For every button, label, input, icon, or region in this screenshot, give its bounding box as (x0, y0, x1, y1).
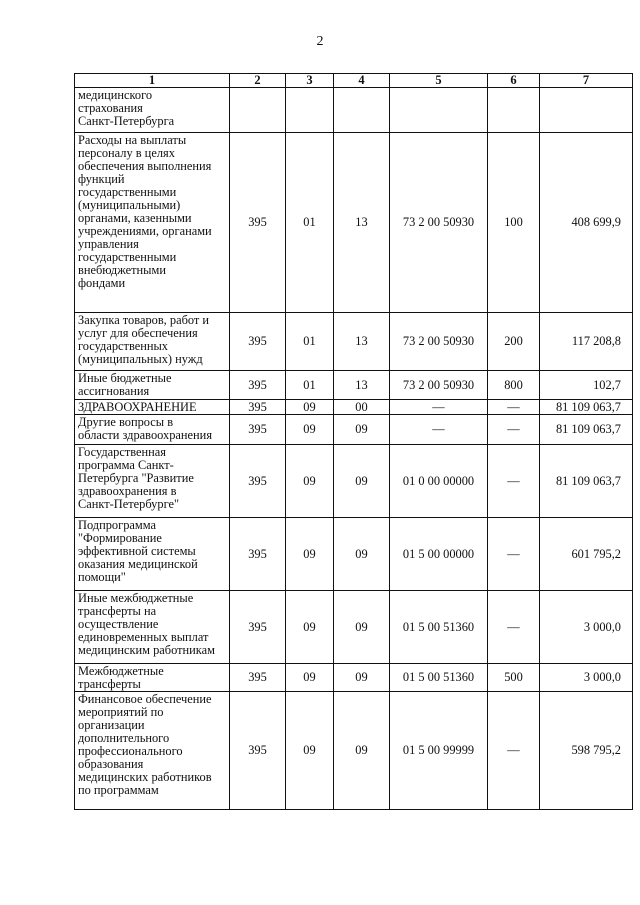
cell-sum: 102,7 (540, 371, 633, 400)
table-row (75, 518, 633, 591)
cell-vr: — (488, 445, 540, 518)
cell-name: Другие вопросы в области здравоохранения (75, 415, 230, 445)
cell-pr: 09 (334, 415, 390, 445)
cell-pr: 13 (334, 313, 390, 371)
cell-sum: 117 208,8 (540, 313, 633, 371)
cell-ved: 395 (230, 518, 286, 591)
header-col-6: 6 (488, 74, 540, 88)
cell-csr (390, 88, 488, 133)
cell-ved: 395 (230, 400, 286, 415)
cell-csr: 01 5 00 99999 (390, 692, 488, 810)
cell-rz: 09 (286, 518, 334, 591)
cell-vr: — (488, 591, 540, 664)
cell-name: ЗДРАВООХРАНЕНИЕ (75, 400, 230, 415)
cell-csr: 01 0 00 00000 (390, 445, 488, 518)
cell-pr: 09 (334, 692, 390, 810)
cell-vr (488, 88, 540, 133)
cell-sum: 81 109 063,7 (540, 445, 633, 518)
cell-name: Расходы на выплаты персоналу в целях обеспечения выполнения функций государственными (муниципальными) органами, казенными учреждениями, органами управления государственными внебюджетными фондами (75, 133, 230, 313)
cell-vr: 800 (488, 371, 540, 400)
table-row (75, 692, 633, 810)
cell-rz: 09 (286, 692, 334, 810)
cell-vr: — (488, 415, 540, 445)
table-row (75, 664, 633, 692)
cell-pr: 09 (334, 664, 390, 692)
cell-vr: — (488, 400, 540, 415)
cell-ved: 395 (230, 692, 286, 810)
cell-rz (286, 88, 334, 133)
table-row (75, 313, 633, 371)
cell-name: Государственная программа Санкт- Петербурга "Развитие здравоохранения в Санкт-Петербурге" (75, 445, 230, 518)
table-row (75, 400, 633, 415)
page-number: 2 (316, 34, 324, 49)
header-col-4: 4 (334, 74, 390, 88)
cell-csr: 01 5 00 00000 (390, 518, 488, 591)
header-col-7: 7 (540, 74, 633, 88)
cell-ved: 395 (230, 415, 286, 445)
cell-vr: 200 (488, 313, 540, 371)
header-col-5: 5 (390, 74, 488, 88)
header-col-3: 3 (286, 74, 334, 88)
cell-rz: 09 (286, 591, 334, 664)
cell-pr (334, 88, 390, 133)
cell-csr: — (390, 400, 488, 415)
cell-name: Закупка товаров, работ и услуг для обеспечения государственных (муниципальных) нужд (75, 313, 230, 371)
cell-sum: 601 795,2 (540, 518, 633, 591)
cell-rz: 09 (286, 400, 334, 415)
cell-ved: 395 (230, 445, 286, 518)
cell-ved (230, 88, 286, 133)
cell-csr: — (390, 415, 488, 445)
cell-name: Иные межбюджетные трансферты на осуществление единовременных выплат медицинским работникам (75, 591, 230, 664)
cell-vr: 500 (488, 664, 540, 692)
header-col-2: 2 (230, 74, 286, 88)
cell-name: Подпрограмма "Формирование эффективной системы оказания медицинской помощи" (75, 518, 230, 591)
cell-sum (540, 88, 633, 133)
header-col-1: 1 (75, 74, 230, 88)
cell-rz: 09 (286, 664, 334, 692)
table-row (75, 445, 633, 518)
cell-csr: 73 2 00 50930 (390, 313, 488, 371)
cell-ved: 395 (230, 313, 286, 371)
cell-pr: 00 (334, 400, 390, 415)
cell-sum: 81 109 063,7 (540, 415, 633, 445)
cell-name: Финансовое обеспечение мероприятий по организации дополнительного профессионального образования медицинских работников по программам (75, 692, 230, 810)
cell-sum: 81 109 063,7 (540, 400, 633, 415)
cell-sum: 3 000,0 (540, 591, 633, 664)
cell-vr: — (488, 692, 540, 810)
cell-rz: 01 (286, 371, 334, 400)
cell-name: Иные бюджетные ассигнования (75, 371, 230, 400)
cell-vr: — (488, 518, 540, 591)
cell-rz: 01 (286, 133, 334, 313)
cell-sum: 408 699,9 (540, 133, 633, 313)
table-row (75, 591, 633, 664)
cell-pr: 09 (334, 591, 390, 664)
cell-ved: 395 (230, 664, 286, 692)
cell-sum: 3 000,0 (540, 664, 633, 692)
cell-rz: 01 (286, 313, 334, 371)
header-row (75, 74, 633, 88)
budget-table (74, 73, 633, 810)
table-row (75, 371, 633, 400)
cell-csr: 73 2 00 50930 (390, 133, 488, 313)
cell-pr: 13 (334, 133, 390, 313)
cell-pr: 09 (334, 445, 390, 518)
cell-rz: 09 (286, 415, 334, 445)
cell-ved: 395 (230, 133, 286, 313)
cell-ved: 395 (230, 371, 286, 400)
cell-csr: 01 5 00 51360 (390, 591, 488, 664)
table-row (75, 88, 633, 133)
cell-name: Межбюджетные трансферты (75, 664, 230, 692)
cell-pr: 09 (334, 518, 390, 591)
cell-sum: 598 795,2 (540, 692, 633, 810)
cell-csr: 73 2 00 50930 (390, 371, 488, 400)
table-row (75, 133, 633, 313)
cell-pr: 13 (334, 371, 390, 400)
cell-name: медицинского страхования Санкт-Петербурга (75, 88, 230, 133)
cell-vr: 100 (488, 133, 540, 313)
cell-csr: 01 5 00 51360 (390, 664, 488, 692)
cell-rz: 09 (286, 445, 334, 518)
cell-ved: 395 (230, 591, 286, 664)
table-row (75, 415, 633, 445)
